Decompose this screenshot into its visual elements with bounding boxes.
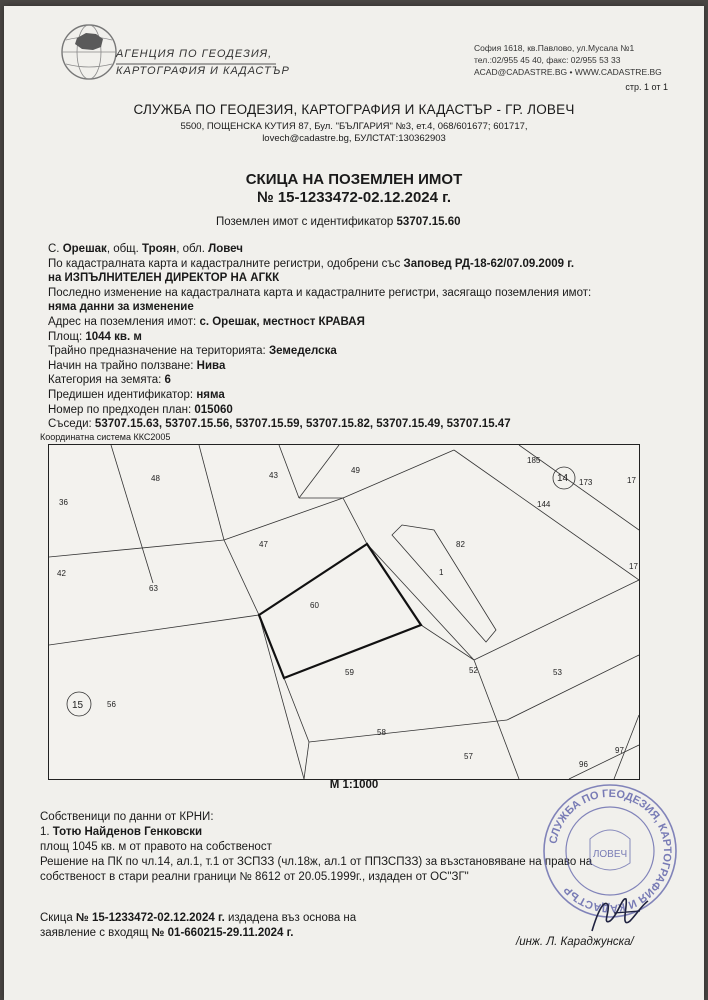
label-59: 59: [345, 668, 354, 677]
purpose-label: Трайно предназначение на територията:: [48, 345, 266, 358]
label-14: 14: [557, 473, 569, 484]
municipality: Троян: [142, 243, 177, 255]
subject-parcel-60: [259, 544, 421, 678]
label-1: 1: [439, 568, 444, 577]
label-63: 63: [149, 584, 158, 593]
label-97: 97: [615, 746, 624, 755]
neighbors-line: [48, 417, 678, 432]
parcel-labels: [57, 456, 638, 769]
label-58: 58: [377, 728, 386, 737]
coordinate-system: Координатна система ККС2005: [40, 432, 171, 442]
village-prefix: С.: [48, 243, 60, 255]
map-scale: М 1:1000: [329, 779, 379, 791]
location-line: [48, 242, 678, 257]
identifier-label: Поземлен имот с идентификатор: [216, 216, 394, 228]
stamp-ring-textpath: СЛУЖБА ПО ГЕОДЕЗИЯ, КАРТОГРАФИЯ И КАДАСТЪР: [547, 787, 674, 915]
stamp-center-text: ЛОВЕЧ: [592, 849, 628, 860]
document-number: № 15-1233472-02.12.2024 г.: [256, 189, 452, 206]
signature: [584, 891, 654, 937]
label-15: 15: [72, 700, 84, 711]
map-approved-by-text: на ИЗПЪЛНИТЕЛЕН ДИРЕКТОР НА АГКК: [48, 272, 280, 285]
usage-value: Нива: [196, 359, 226, 372]
prev-plan-label: Номер по предходен план:: [48, 403, 192, 416]
label-48: 48: [151, 474, 160, 483]
service-line-2: lovech@cadastre.bg, БУЛСТАТ:130362903: [262, 133, 446, 144]
owner-decision-1: Решение на ПК по чл.14, ал.1, т.1 от ЗСПЗЗ (чл.18ж, ал.1 от ППЗСПЗЗ) за възстановяване на право на: [40, 856, 593, 868]
label-60: 60: [310, 601, 319, 610]
area-value: 1044 кв. м: [85, 330, 142, 343]
map-approved-label: По кадастралната карта и кадастралните регистри, одобрени със: [48, 257, 401, 270]
neighbors-label: Съседи:: [48, 418, 92, 431]
purpose-line: [48, 344, 678, 359]
category-label: Категория на земята:: [48, 374, 162, 387]
footer-issue: [40, 911, 356, 941]
neighbors-value: 53707.15.63, 53707.15.56, 53707.15.59, 53707.15.82, 53707.15.49, 53707.15.47: [94, 418, 511, 431]
address-line-2: тел.:02/955 45 40, факс: 02/955 53 33: [474, 55, 621, 65]
agency-line-1: АГЕНЦИЯ ПО ГЕОДЕЗИЯ,: [116, 48, 273, 60]
area-label: Площ:: [48, 330, 83, 343]
signer-name: /инж. Л. Караджунска/: [516, 936, 634, 948]
area-line: [48, 330, 678, 345]
owner-name: Тотю Найденов Генковски: [52, 826, 203, 838]
label-43: 43: [269, 471, 278, 480]
agency-logo-icon: [60, 22, 118, 82]
document-sheet: [4, 6, 704, 1000]
municipality-prefix: , общ.: [106, 243, 139, 255]
last-change-label: Последно изменение на кадастралната карта и кадастралните регистри, засягащо поземления имот:: [48, 286, 592, 299]
map-approved-line: [48, 257, 678, 272]
parcel-boundaries: [49, 445, 639, 779]
label-17-top: 17: [627, 476, 636, 485]
label-96: 96: [579, 760, 588, 769]
label-56: 56: [107, 700, 116, 709]
category-value: 6: [164, 374, 171, 387]
prev-id-value: няма: [196, 388, 225, 401]
agency-line-2: КАРТОГРАФИЯ И КАДАСТЪР: [116, 65, 290, 77]
category-line: [48, 373, 678, 388]
address-value: с. Орешак, местност КРАВАЯ: [199, 315, 365, 328]
footer-line-2: [40, 926, 356, 941]
label-17-right: 17: [629, 562, 638, 571]
last-change-value: няма данни за изменение: [48, 301, 194, 314]
sketch-number: № 15-1233472-02.12.2024 г.: [75, 912, 225, 924]
footer-line-1: [40, 911, 356, 926]
label-47: 47: [259, 540, 268, 549]
prev-plan-line: [48, 403, 678, 418]
property-info: [48, 242, 678, 432]
map-approved-order: Заповед РД-18-62/07.09.2009 г.: [403, 257, 575, 270]
cadastral-map: [48, 444, 640, 780]
owner-index: 1.: [40, 826, 50, 838]
prev-id-label: Предишен идентификатор:: [48, 388, 194, 401]
document-title-text: СКИЦА НА ПОЗЕМЛЕН ИМОТ: [245, 171, 463, 188]
last-change-value-line: [48, 300, 678, 315]
usage-label: Начин на трайно ползване:: [48, 359, 194, 372]
region: Ловеч: [208, 243, 243, 255]
label-42: 42: [57, 569, 66, 578]
label-82: 82: [456, 540, 465, 549]
owner-decision-2: собственост в стари реални граници № 8612 от 20.05.1999г., издаден от ОС"ЗГ": [40, 871, 469, 883]
label-36: 36: [59, 498, 68, 507]
service-title: СЛУЖБА ПО ГЕОДЕЗИЯ, КАРТОГРАФИЯ И КАДАСТЪР - ГР. ЛОВЕЧ: [133, 102, 575, 117]
owner-area: площ 1045 кв. м от правото на собственост: [40, 841, 272, 853]
sketch-suffix: издадена въз основа на: [227, 912, 357, 924]
address-line: [48, 315, 678, 330]
label-173: 173: [579, 478, 593, 487]
label-144: 144: [537, 500, 551, 509]
owners-title: Собственици по данни от КРНИ:: [40, 811, 214, 823]
agency-address: [474, 42, 662, 78]
sketch-prefix: Скица: [40, 912, 73, 924]
prev-id-line: [48, 388, 678, 403]
label-52: 52: [469, 666, 478, 675]
address-line-3: ACAD@CADASTRE.BG • WWW.CADASTRE.BG: [474, 67, 662, 77]
request-number: № 01-660215-29.11.2024 г.: [151, 927, 294, 939]
identifier-value: 53707.15.60: [396, 216, 461, 228]
purpose-value: Земеделска: [268, 345, 337, 358]
address-label: Адрес на поземления имот:: [48, 315, 197, 328]
label-53: 53: [553, 668, 562, 677]
page-indicator: стр. 1 от 1: [625, 82, 668, 92]
label-49: 49: [351, 466, 360, 475]
address-line-1: София 1618, кв.Павлово, ул.Мусала №1: [474, 43, 635, 53]
document-title: [4, 171, 704, 207]
building-outline: [392, 525, 496, 642]
label-185: 185: [527, 456, 541, 465]
identifier-line: [216, 216, 460, 228]
service-line-1: 5500, ПОЩЕНСКА КУТИЯ 87, Бул. "БЪЛГАРИЯ" №3, ет.4, 068/601677; 601717,: [180, 121, 528, 132]
prev-plan-value: 015060: [194, 403, 233, 416]
region-prefix: , обл.: [176, 243, 205, 255]
service-contacts: [4, 121, 704, 145]
label-57: 57: [464, 752, 473, 761]
usage-line: [48, 359, 678, 374]
request-prefix: заявление с входящ: [40, 927, 149, 939]
map-approved-by: [48, 271, 678, 286]
agency-underline: [116, 62, 276, 66]
village: Орешак: [62, 243, 107, 255]
